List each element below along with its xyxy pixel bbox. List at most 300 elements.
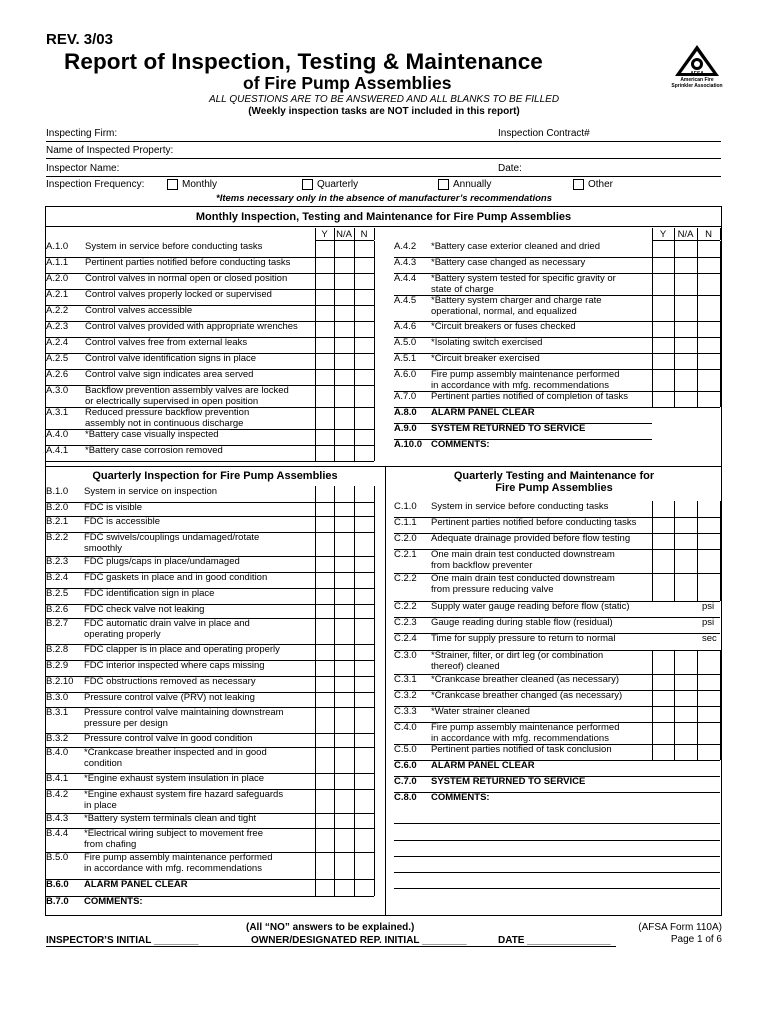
yes-cell[interactable] [316,619,334,644]
item-code: C.1.0 [394,501,417,512]
na-cell[interactable] [335,814,354,828]
comment-line[interactable] [394,872,720,873]
na-cell[interactable] [675,296,697,321]
no-cell[interactable] [698,574,720,601]
comment-line[interactable] [394,856,720,857]
na-cell[interactable] [675,322,697,337]
na-cell[interactable] [675,274,697,295]
item-text [431,691,622,702]
item-code: A.2.1 [46,289,69,300]
na-cell[interactable] [335,258,354,273]
checklist-row [46,734,314,748]
checkbox-cell-border [374,486,375,502]
comment-line[interactable] [394,840,720,841]
item-text [431,370,620,391]
na-cell[interactable] [335,503,354,516]
inspected-property-row[interactable] [46,142,721,159]
comment-line[interactable] [394,823,720,824]
checkbox-cell-border [374,733,375,747]
yes-cell[interactable] [316,734,334,747]
na-cell[interactable] [335,790,354,813]
na-cell[interactable] [675,723,697,744]
checkbox-cell-border [374,445,375,461]
item-text [85,408,249,429]
item-text-line: Reduced pressure backflow prevention [85,407,250,418]
yes-cell[interactable] [316,430,334,445]
na-cell[interactable] [675,354,697,369]
item-text [85,322,298,333]
na-cell[interactable] [335,829,354,852]
item-text [84,853,273,874]
na-cell[interactable] [335,853,354,879]
no-cell[interactable] [355,430,374,445]
no-cell[interactable] [355,605,374,618]
checklist-row [46,790,314,814]
checklist-row [46,290,314,306]
item-text-line: FDC check valve not leaking [84,604,205,615]
no-cell[interactable] [698,370,720,391]
comment-line[interactable] [394,888,720,889]
no-cell[interactable] [355,533,374,556]
yes-cell[interactable] [316,503,334,516]
yes-cell[interactable] [653,296,674,321]
item-text-line: or electrically supervised in open position [85,395,259,407]
checkbox-cell-border [374,429,375,445]
checkbox-cell-border [720,706,721,722]
yes-cell[interactable] [316,322,334,337]
checklist-row [46,557,314,573]
no-cell[interactable] [698,691,720,706]
yes-cell[interactable] [316,829,334,852]
yes-cell[interactable] [316,748,334,773]
checklist-row [394,322,654,338]
no-cell[interactable] [698,322,720,337]
yes-cell[interactable] [316,661,334,676]
checkbox-cell-border [374,369,375,385]
checklist-row [46,306,314,322]
item-text-line: Supply water gauge reading before flow (static) [431,601,630,612]
item-text-line: state of charge [431,283,494,295]
yes-cell[interactable] [316,386,334,407]
item-text [84,517,160,528]
na-cell[interactable] [335,274,354,289]
checklist-row [46,370,314,386]
no-cell[interactable] [355,354,374,369]
yes-cell[interactable] [653,707,674,722]
na-cell[interactable] [335,354,354,369]
checkbox-cell-border [720,674,721,690]
checklist-row [46,338,314,354]
na-cell[interactable] [335,661,354,676]
item-text-line: condition [84,757,123,769]
checkbox-cell-border [374,852,375,879]
checklist-row [46,517,314,533]
yes-cell[interactable] [653,574,674,601]
na-cell[interactable] [335,322,354,337]
item-code: B.2.3 [46,556,69,567]
item-text-line: SYSTEM RETURNED TO SERVICE [431,423,586,434]
item-text-line: *Crankcase breather cleaned (as necessary) [431,674,619,685]
yes-cell[interactable] [316,354,334,369]
item-text-line: thereof) cleaned [431,660,500,672]
yn-column-header: N [360,229,368,240]
na-cell[interactable] [335,748,354,773]
yes-cell[interactable] [316,880,334,896]
checklist-row [46,430,314,446]
yes-cell[interactable] [316,446,334,461]
yes-cell[interactable] [653,518,674,533]
yes-cell[interactable] [653,274,674,295]
signature-footer [46,918,722,950]
yes-cell[interactable] [316,338,334,353]
yes-cell[interactable] [653,745,674,760]
yes-cell[interactable] [316,774,334,789]
item-text-line: Fire pump assembly maintenance performed [431,722,620,733]
yes-cell[interactable] [316,290,334,305]
na-cell[interactable] [675,675,697,690]
item-text-line: *Strainer, filter, or dirt leg (or combination [431,650,604,661]
item-code: C.5.0 [394,744,417,755]
item-text [431,502,608,513]
item-code: A.3.1 [46,407,69,418]
checklist-row [394,296,654,322]
na-cell[interactable] [335,242,354,257]
no-cell[interactable] [698,274,720,295]
na-cell[interactable] [675,518,697,533]
na-cell[interactable] [675,651,697,674]
no-cell[interactable] [355,557,374,572]
checkbox-cell-border [374,353,375,369]
yes-cell[interactable] [653,675,674,690]
na-cell[interactable] [675,338,697,353]
no-cell[interactable] [698,723,720,744]
yes-cell[interactable] [653,258,674,273]
yes-cell[interactable] [653,354,674,369]
yes-cell[interactable] [653,370,674,391]
item-code: C.3.3 [394,706,417,717]
no-cell[interactable] [698,338,720,353]
revision-label: REV. 3/03 [46,31,113,48]
annually-checkbox[interactable] [438,179,449,190]
no-cell[interactable] [355,242,374,257]
yes-cell[interactable] [316,487,334,502]
no-cell[interactable] [355,619,374,644]
frequency-label: Inspection Frequency: [46,179,145,190]
checkbox-cell-border [374,747,375,773]
no-cell[interactable] [355,386,374,407]
na-cell[interactable] [335,446,354,461]
yes-cell[interactable] [653,651,674,674]
owner-initial-field[interactable]: OWNER/DESIGNATED REP. INITIAL ________ [251,935,467,946]
no-cell[interactable] [355,645,374,660]
no-cell[interactable] [355,693,374,707]
yes-cell[interactable] [316,589,334,604]
no-cell[interactable] [355,517,374,532]
item-code: B.4.4 [46,828,69,839]
na-cell[interactable] [335,290,354,305]
item-code: C.1.1 [394,517,417,528]
checkbox-cell-border [374,879,375,896]
no-cell[interactable] [355,338,374,353]
no-cell[interactable] [698,675,720,690]
yes-cell[interactable] [316,853,334,879]
na-cell[interactable] [335,430,354,445]
no-cell[interactable] [355,853,374,879]
yes-cell[interactable] [653,322,674,337]
checkbox-cell-border [720,744,721,760]
yes-cell[interactable] [316,258,334,273]
na-cell[interactable] [675,550,697,573]
no-cell[interactable] [355,258,374,273]
yes-cell[interactable] [316,517,334,532]
no-cell[interactable] [355,503,374,516]
item-text [431,651,603,672]
item-text-line: *Circuit breakers or fuses checked [431,321,576,332]
footer-date-field[interactable]: DATE _______________ [498,935,611,946]
na-cell[interactable] [675,370,697,391]
item-code: A.4.5 [394,295,417,306]
logo-caption-line: American Fire [680,77,714,83]
no-cell[interactable] [698,258,720,273]
no-cell[interactable] [355,446,374,461]
checkbox-cell-border [720,369,721,391]
yn-column-header: Y [659,229,667,240]
yes-cell[interactable] [316,693,334,707]
yes-cell[interactable] [316,605,334,618]
na-cell[interactable] [335,370,354,385]
na-cell[interactable] [335,408,354,429]
yes-cell[interactable] [316,814,334,828]
item-text [84,734,252,745]
no-cell[interactable] [698,707,720,722]
yes-cell[interactable] [316,708,334,733]
item-code: B.2.10 [46,676,74,687]
item-code: B.2.9 [46,660,69,671]
item-text [431,634,615,645]
no-cell[interactable] [698,502,720,517]
checkbox-cell-border [720,501,721,517]
na-cell[interactable] [675,258,697,273]
yes-cell[interactable] [316,306,334,321]
checklist-row [46,274,314,290]
yes-cell[interactable] [316,274,334,289]
item-text [84,533,259,554]
no-cell[interactable] [698,354,720,369]
no-cell[interactable] [698,242,720,257]
item-text-line: in place [84,799,117,811]
na-cell[interactable] [675,534,697,549]
na-cell[interactable] [335,645,354,660]
no-cell[interactable] [698,392,720,407]
item-code: B.2.5 [46,588,69,599]
item-text-line: Gauge reading during stable flow (residual) [431,617,613,628]
yes-cell[interactable] [653,242,674,257]
item-text [84,605,204,616]
item-code: B.4.3 [46,813,69,824]
checkbox-cell-border [374,241,375,257]
item-code: A.4.4 [394,273,417,284]
no-cell[interactable] [698,296,720,321]
na-cell[interactable] [335,386,354,407]
item-text [431,793,490,804]
item-text [431,602,630,613]
checklist-row [46,446,314,462]
checklist-row [46,605,314,619]
yes-cell[interactable] [316,645,334,660]
checkbox-cell-border [720,650,721,674]
no-cell[interactable] [355,829,374,852]
no-cell[interactable] [698,745,720,760]
grid-rule [652,228,653,240]
na-cell[interactable] [335,557,354,572]
item-code: B.2.2 [46,532,69,543]
inspecting-firm-row[interactable] [46,125,721,142]
yes-cell[interactable] [316,573,334,588]
report-subtitle: of Fire Pump Assemblies [243,73,452,93]
item-code: C.4.0 [394,722,417,733]
quarterly-label: Quarterly [317,179,359,190]
na-cell[interactable] [335,734,354,747]
na-cell[interactable] [335,774,354,789]
na-cell[interactable] [675,707,697,722]
item-code: A.8.0 [394,407,417,418]
na-cell[interactable] [335,338,354,353]
item-text [84,677,256,688]
item-text-line: in accordance with mfg. recommendations [431,732,609,744]
item-text-line: Control valve identification signs in place [85,353,257,364]
no-cell[interactable] [355,370,374,385]
yes-cell[interactable] [653,550,674,573]
no-cell[interactable] [355,790,374,813]
item-code: B.3.1 [46,707,69,718]
no-cell[interactable] [698,534,720,549]
yes-cell[interactable] [316,790,334,813]
no-cell[interactable] [355,814,374,828]
yes-cell[interactable] [653,502,674,517]
yes-cell[interactable] [316,533,334,556]
quarterly-checkbox[interactable] [302,179,313,190]
checkbox-cell-border [374,676,375,692]
checkbox-cell-border [374,257,375,273]
item-code: A.2.2 [46,305,69,316]
na-cell[interactable] [335,533,354,556]
no-cell[interactable] [355,734,374,747]
quarterly-testing-title-line: Fire Pump Assemblies [495,482,613,494]
na-cell[interactable] [335,573,354,588]
na-cell[interactable] [675,574,697,601]
no-cell[interactable] [355,290,374,305]
no-cell[interactable] [355,748,374,773]
no-cell[interactable] [355,880,374,896]
monthly-checkbox[interactable] [167,179,178,190]
no-cell[interactable] [355,487,374,502]
item-text-line: Control valves accessible [85,305,193,316]
na-cell[interactable] [335,619,354,644]
item-text-line: smoothly [84,542,123,554]
other-checkbox[interactable] [573,179,584,190]
item-text [84,557,240,568]
na-cell[interactable] [335,605,354,618]
quarterly-testing-title-line: Quarterly Testing and Maintenance for [453,470,655,482]
no-cell[interactable] [355,661,374,676]
checklist-row [394,408,654,424]
na-cell[interactable] [675,745,697,760]
yes-cell[interactable] [316,370,334,385]
checkbox-cell-border [720,241,721,257]
na-cell[interactable] [335,880,354,896]
no-cell[interactable] [355,677,374,692]
no-cell[interactable] [698,550,720,573]
inspector-name-row[interactable] [46,160,721,177]
item-code: A.2.6 [46,369,69,380]
yes-cell[interactable] [653,723,674,744]
item-code: A.2.0 [46,273,69,284]
na-cell[interactable] [675,502,697,517]
na-cell[interactable] [675,242,697,257]
no-cell[interactable] [355,408,374,429]
na-cell[interactable] [335,708,354,733]
no-cell[interactable] [698,651,720,674]
yes-cell[interactable] [653,392,674,407]
no-cell[interactable] [355,774,374,789]
yes-cell[interactable] [316,557,334,572]
item-code: A.4.0 [46,429,69,440]
na-cell[interactable] [335,487,354,502]
checklist-row [46,487,314,503]
item-text [84,748,267,769]
yes-cell[interactable] [316,408,334,429]
item-text-line: *Battery case corrosion removed [85,445,223,456]
checklist-row [46,242,314,258]
item-text-line: FDC gaskets in place and in good condition [84,572,268,583]
yes-cell[interactable] [653,534,674,549]
checklist-row [46,573,314,589]
item-text-line: FDC obstructions removed as necessary [84,676,256,687]
item-text [431,296,602,317]
no-cell[interactable] [355,708,374,733]
inspector-initial-field[interactable]: INSPECTOR’S INITIAL ________ [46,935,199,946]
no-cell[interactable] [355,589,374,604]
item-text-line: Pertinent parties notified before conducting tasks [431,517,637,528]
item-code: A.2.3 [46,321,69,332]
yes-cell[interactable] [316,242,334,257]
na-cell[interactable] [675,392,697,407]
no-cell[interactable] [355,306,374,321]
yes-cell[interactable] [653,691,674,706]
checklist-row [46,814,314,829]
no-cell[interactable] [355,573,374,588]
yes-cell[interactable] [653,338,674,353]
na-cell[interactable] [335,306,354,321]
yes-cell[interactable] [316,677,334,692]
item-code: C.6.0 [394,760,417,771]
no-cell[interactable] [698,518,720,533]
item-code: C.2.4 [394,633,417,644]
item-text-line: from pressure reducing valve [431,583,554,595]
no-cell[interactable] [355,322,374,337]
no-cell[interactable] [355,274,374,289]
na-cell[interactable] [675,691,697,706]
item-code: B.2.6 [46,604,69,615]
na-cell[interactable] [335,693,354,707]
checklist-row [394,258,654,274]
na-cell[interactable] [335,677,354,692]
item-text-line: ALARM PANEL CLEAR [431,760,535,771]
quarterly-testing-title [386,470,722,494]
na-cell[interactable] [335,589,354,604]
na-cell[interactable] [335,517,354,532]
item-code: A.4.1 [46,445,69,456]
